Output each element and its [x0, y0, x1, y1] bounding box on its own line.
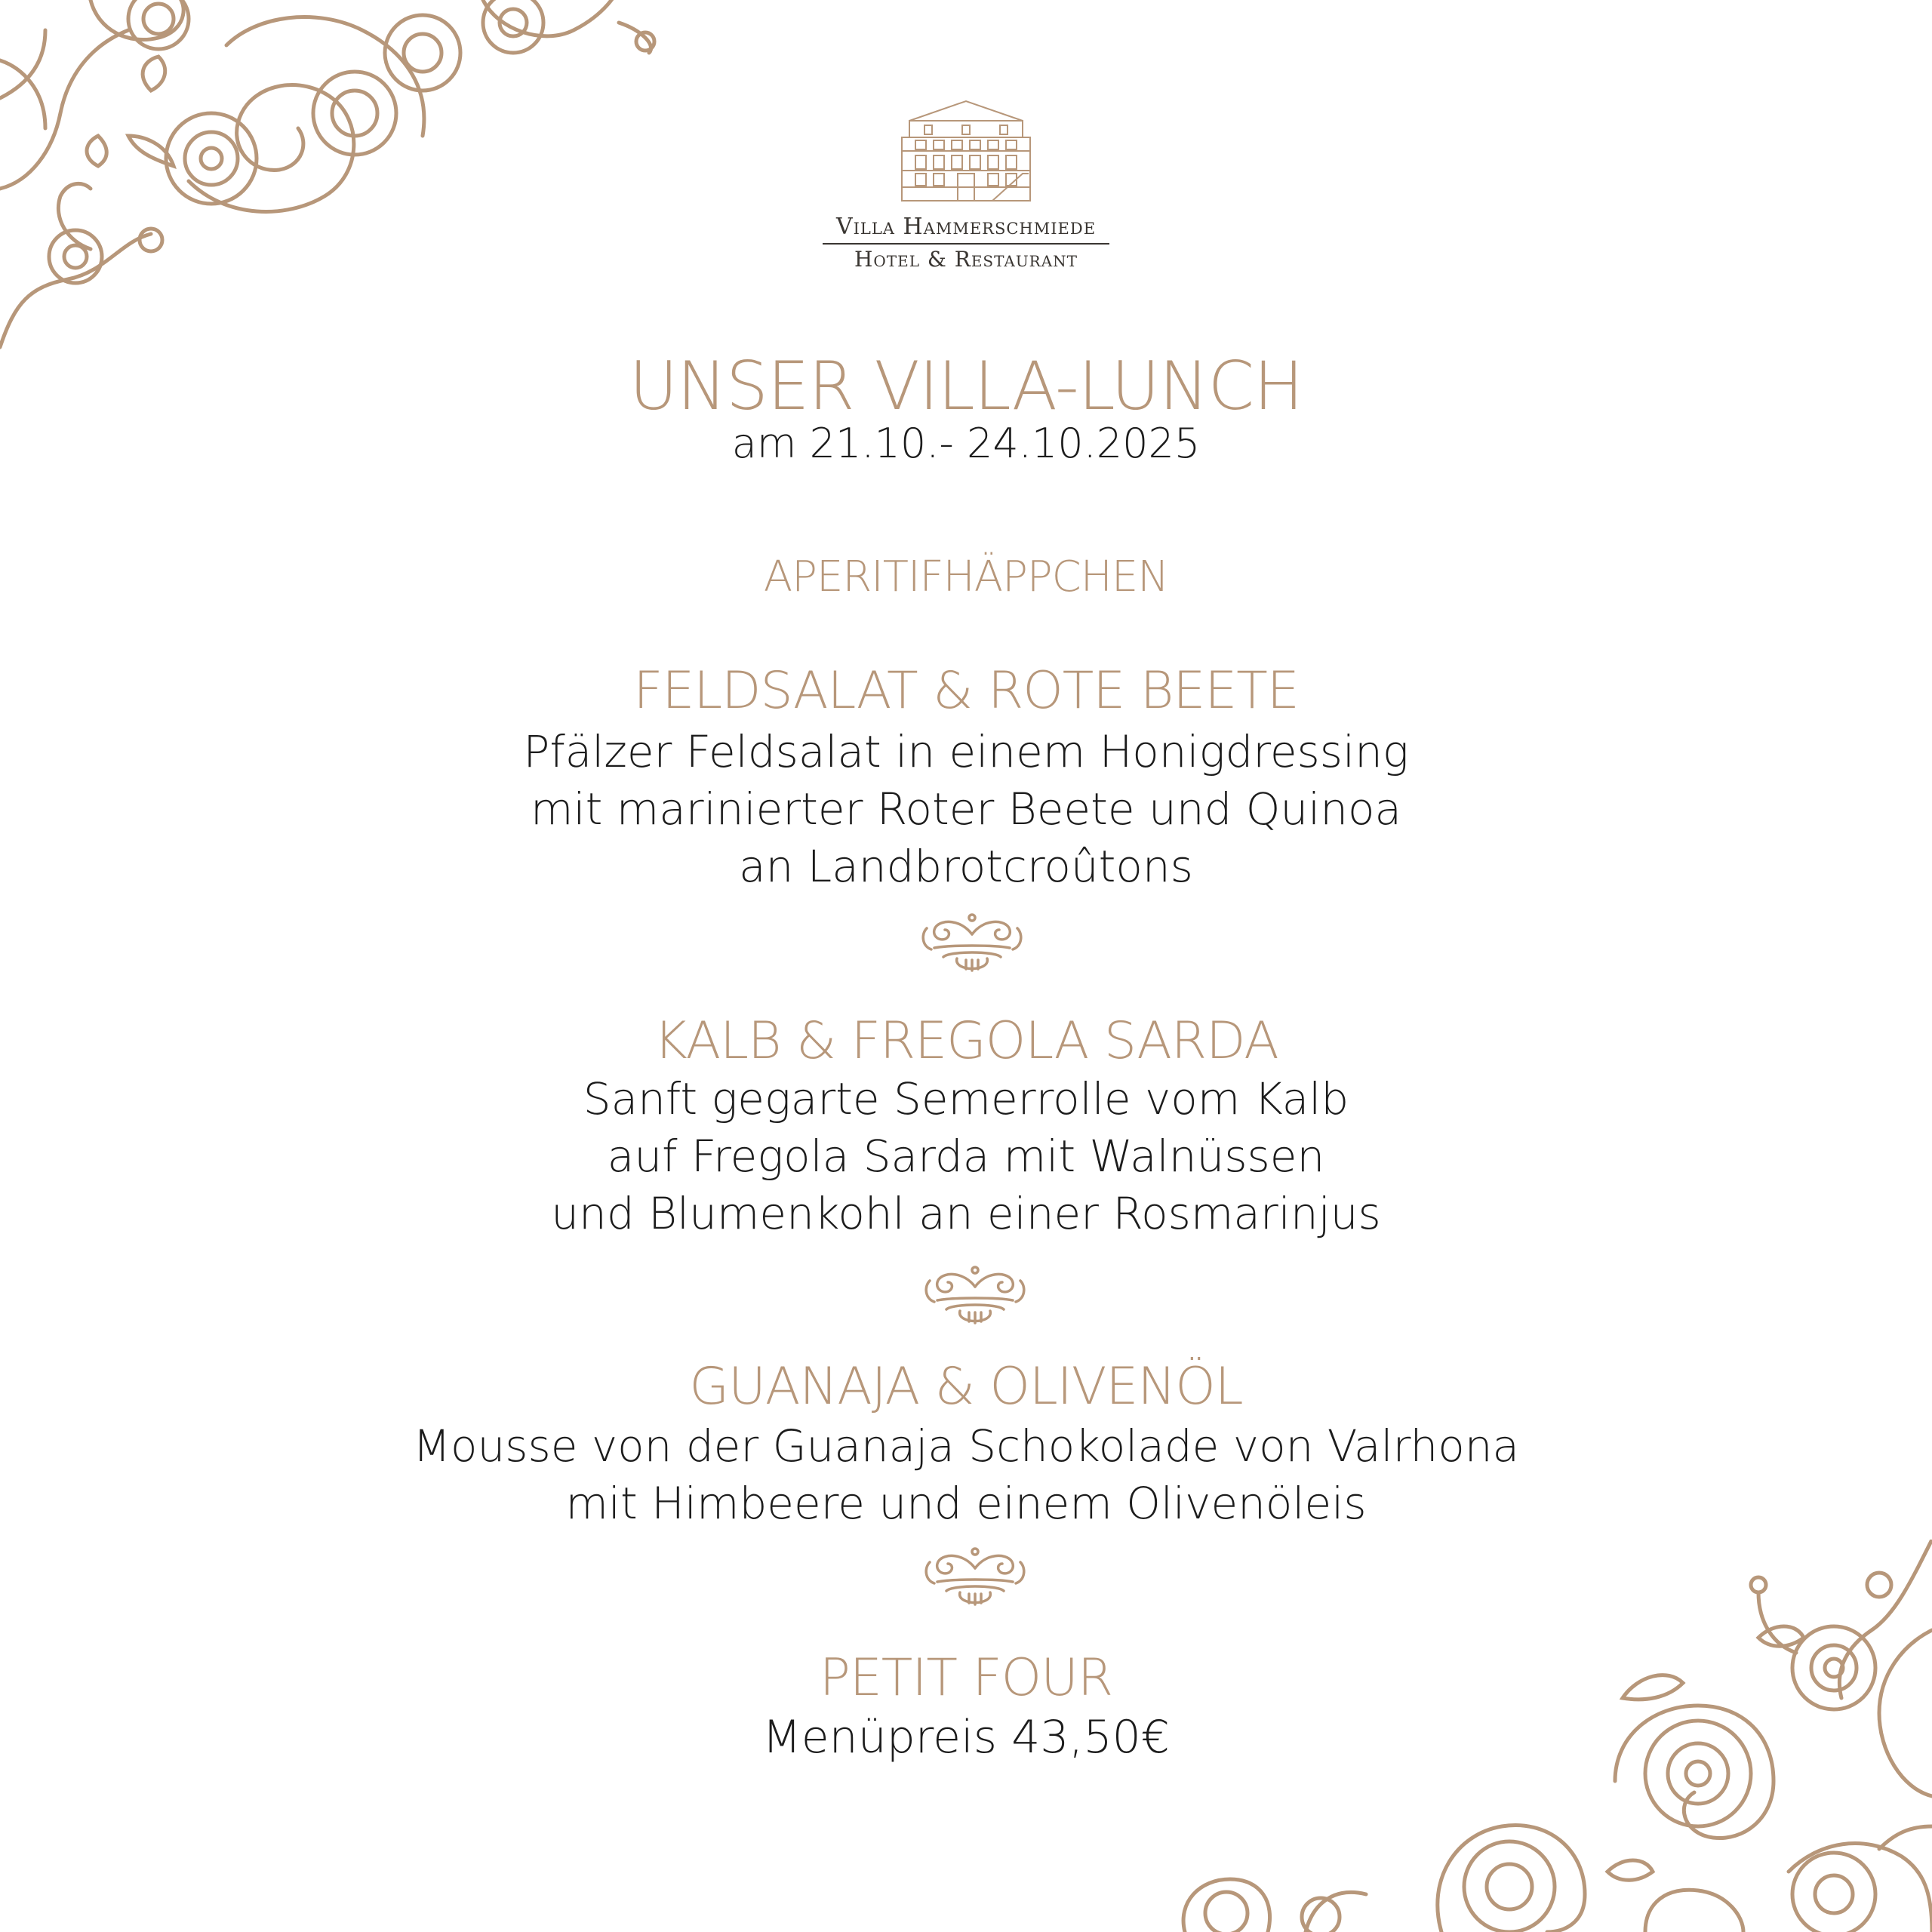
- course-2-line: Sanft gegarte Semerrolle vom Kalb: [583, 1073, 1349, 1124]
- flourish-divider-icon: [922, 1264, 1028, 1332]
- course-2-description: [0, 1070, 1932, 1242]
- brand-logo: [800, 98, 1132, 272]
- course-3-line: Mousse von der Guanaja Schokolade von Valrhona: [412, 1420, 1520, 1472]
- course-1-line: mit marinierter Roter Beete und Quinoa: [530, 783, 1402, 835]
- menu-price: Menüpreis 43,50€: [761, 1711, 1171, 1764]
- course-1-line: an Landbrotcroûtons: [739, 841, 1193, 892]
- course-1-description: [0, 723, 1932, 895]
- petit-four-heading: PETIT FOUR: [819, 1648, 1113, 1708]
- brand-name: Villa Hammerschmiede: [835, 214, 1097, 240]
- menu-title: UNSER VILLA-LUNCH: [629, 347, 1303, 425]
- aperitif-heading: APERITIFHÄPPCHEN: [763, 552, 1169, 601]
- menu-date: am 21.10.- 24.10.2025: [731, 420, 1201, 467]
- brand-divider: [823, 243, 1109, 245]
- flourish-divider-icon: [922, 1546, 1028, 1614]
- brand-subtitle: Hotel & Restaurant: [854, 247, 1078, 272]
- course-2-line: auf Fregola Sarda mit Walnüssen: [607, 1131, 1325, 1182]
- course-1-heading: FELDSALAT & ROTE BEETE: [633, 661, 1299, 721]
- villa-building-icon: [894, 98, 1038, 204]
- course-3-description: [0, 1417, 1932, 1532]
- corner-swirl-top-left-icon: [0, 0, 679, 355]
- course-3-line: mit Himbeere und einem Olivenöleis: [565, 1478, 1367, 1529]
- flourish-divider-icon: [919, 912, 1025, 980]
- course-3-heading: GUANAJA & OLIVENÖL: [689, 1357, 1243, 1417]
- course-2-heading: KALB & FREGOLA SARDA: [654, 1011, 1278, 1071]
- course-2-line: und Blumenkohl an einer Rosmarinjus: [551, 1188, 1381, 1239]
- course-1-line: Pfälzer Feldsalat in einem Honigdressing: [523, 726, 1409, 777]
